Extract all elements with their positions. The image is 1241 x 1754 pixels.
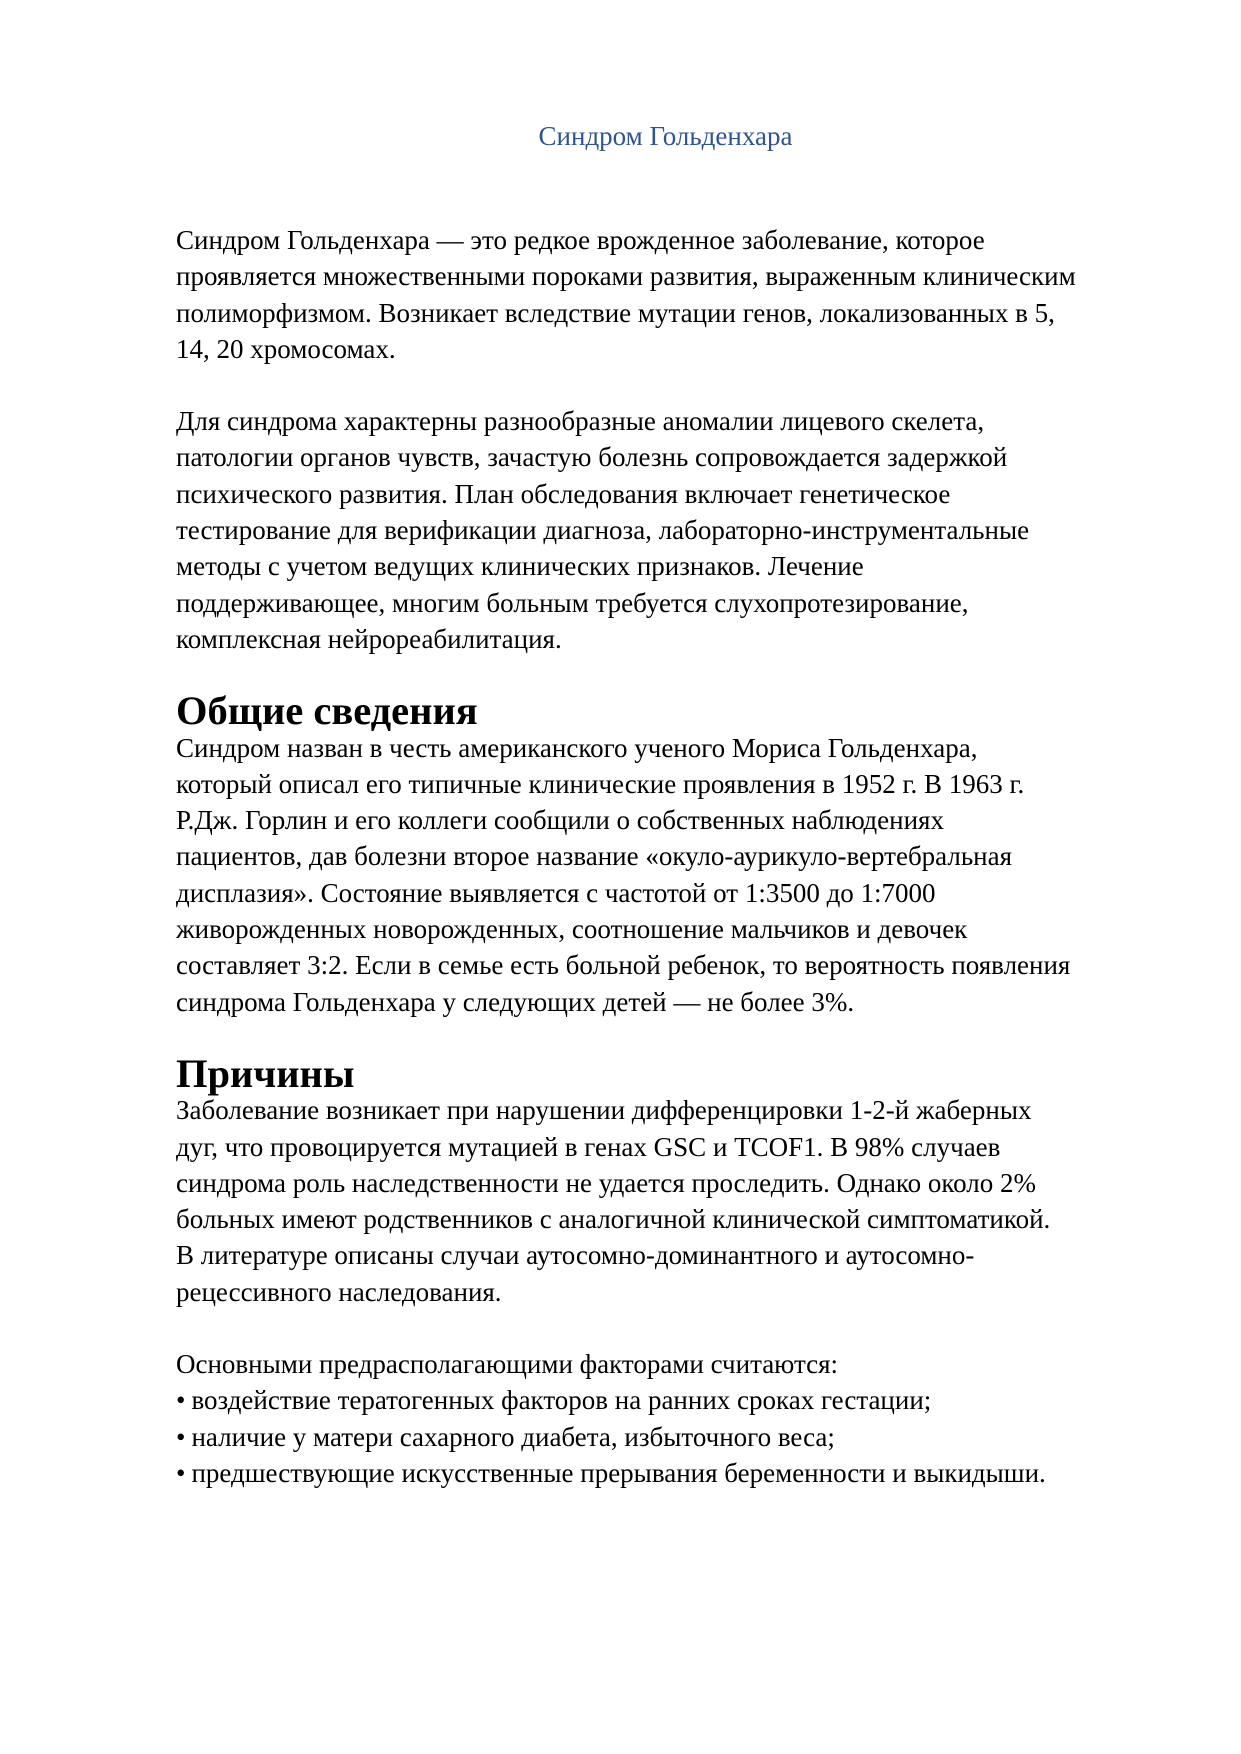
list-item-text: предшествующие искусственные прерывания беременности и выкидыши. [191, 1457, 1046, 1488]
list-item [176, 1419, 1166, 1455]
document-body [176, 222, 1166, 1491]
general-info-paragraph: Синдром назван в честь американского ученого Мориса Гольденхара, который описал его типичные клинические проявления в 1952 г. В 1963 г. Р.Дж. Горлин и его коллеги сообщили о собственных наблюдениях пациентов, дав болезни второе название «окуло-аурикуло-вертебральная дисплазия». Состояние выявляется с частотой от 1:3500 до 1:7000 живорожденных новорожденных, соотношение мальчиков и девочек составляет 3:2. Если в семье есть больной ребенок, то вероятность появления синдрома Гольденхара у следующих детей — не более 3%. [176, 732, 1071, 1017]
bullet-icon: • [176, 1385, 186, 1416]
causes-paragraph: Заболевание возникает при нарушении дифференцировки 1-2-й жаберных дуг, что провоцируется мутацией в генах GSC и TCOF1. В 98% случаев синдрома роль наследственности не удается проследить. Однако около 2% больных имеют родственников с аналогичной клинической симптоматикой. В литературе описаны случаи аутосомно-доминантного и аутосомно- рецессивного наследования. [176, 1095, 1051, 1307]
factors-intro: Основными предрасполагающими факторами считаются: [176, 1349, 839, 1380]
list-item [176, 1455, 1166, 1491]
bullet-icon: • [176, 1457, 186, 1488]
list-item-text: наличие у матери сахарного диабета, избыточного веса; [191, 1421, 835, 1452]
section-heading-general: Общие сведения [176, 688, 478, 734]
section-heading-causes: Причины [176, 1050, 355, 1096]
paragraph-spacer [176, 1310, 1166, 1346]
risk-factors-list [176, 1382, 1166, 1491]
bullet-icon: • [176, 1421, 186, 1452]
list-item-text: воздействие тератогенных факторов на ранних сроках гестации; [191, 1385, 932, 1416]
paragraph-spacer [176, 367, 1166, 403]
document-title: Синдром Гольденхара [538, 121, 793, 151]
intro-paragraph: Синдром Гольденхара — это редкое врожденное заболевание, которое проявляется множественными пороками развития, выраженным клиническим полиморфизмом. Возникает вследствие мутации генов, локализованных в 5, 14, 20 хромосомах. [176, 225, 1076, 364]
overview-paragraph: Для синдрома характерны разнообразные аномалии лицевого скелета, патологии органов чувств, зачастую болезнь сопровождается задержкой психического развития. План обследования включает генетическое тестирование для верификации диагноза, лабораторно-инструментальные методы с учетом ведущих клинических признаков. Лечение поддерживающее, многим больным требуется слухопротезирование, комплексная нейрореабилитация. [176, 406, 1030, 654]
list-item [176, 1382, 1166, 1418]
